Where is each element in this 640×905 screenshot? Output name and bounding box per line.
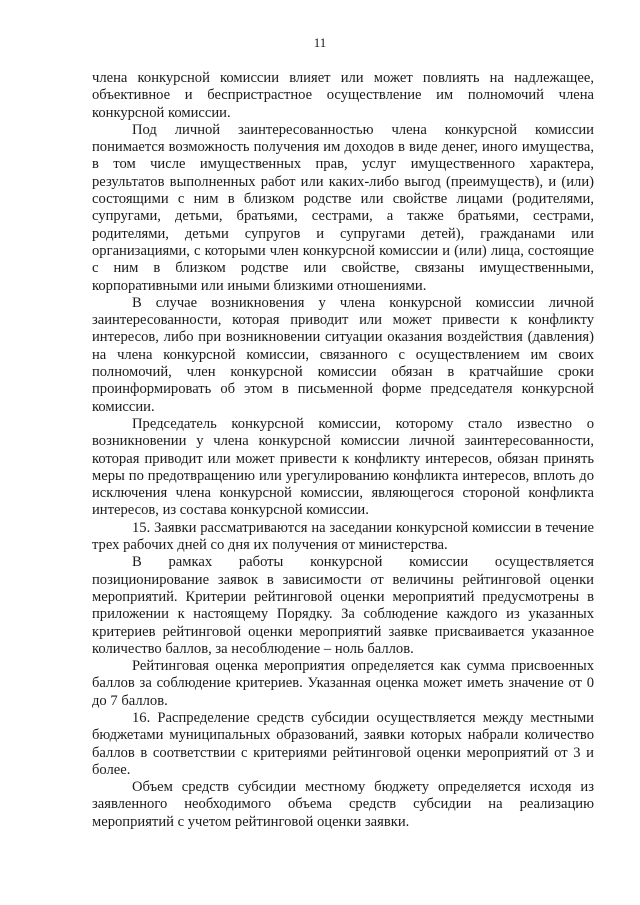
document-body bbox=[92, 70, 594, 831]
paragraph-personal-interest-definition: Под личной заинтересованностью члена конкурсной комиссии понимается возможность получения им доходов в виде денег, иного имущества, в том числе имущественных прав, услуг имущественного характера, результатов выполненных работ или каких-либо выгод (преимуществ), и (или) состоящими с ним в близком родстве или свойстве лицами (родителями, супругами, детьми, братьями, сестрами, а также братьями, сестрами, родителями, детьми супругов и супругами детей), гражданами или организациями, с которыми член конкурсной комиссии и (или) лица, состоящие с ним в близком родстве или свойстве, связаны имущественными, корпоративными или иными близкими отношениями. bbox=[92, 121, 594, 294]
paragraph-rating-score: Рейтинговая оценка мероприятия определяется как сумма присвоенных баллов за соблюдение критериев. Указанная оценка может иметь значение от 0 до 7 баллов. bbox=[92, 658, 594, 709]
page-number: 11 bbox=[313, 35, 327, 50]
paragraph-chairman-measures: Председатель конкурсной комиссии, которому стало известно о возникновении у члена конкурсной комиссии личной заинтересованности, которая приводит или может привести к конфликту интересов, обязан принять меры по предотвращению или урегулированию конфликта интересов, вплоть до исключения члена конкурсной комиссии, являющегося стороной конфликта интересов, из состава конкурсной комиссии. bbox=[92, 415, 594, 519]
paragraph-item-16: 16. Распределение средств субсидии осуществляется между местными бюджетами муниципальных образований, заявки которых набрали количество баллов в соответствии с критериями рейтинговой оценки мероприятий от 3 и более. bbox=[92, 709, 594, 778]
paragraph-item-15: 15. Заявки рассматриваются на заседании конкурсной комиссии в течение трех рабочих дней со дня их получения от министерства. bbox=[92, 519, 594, 554]
paragraph-subsidy-volume: Объем средств субсидии местному бюджету определяется исходя из заявленного необходимого объема средств субсидии на реализацию мероприятий с учетом рейтинговой оценки заявки. bbox=[92, 779, 594, 830]
paragraph-conflict-notification: В случае возникновения у члена конкурсной комиссии личной заинтересованности, которая приводит или может привести к конфликту интересов, либо при возникновении ситуации оказания воздействия (давления) на члена конкурсной комиссии, связанного с осуществлением им своих полномочий, член конкурсной комиссии обязан в кратчайшие сроки проинформировать об этом в письменной форме председателя конкурсной комиссии. bbox=[92, 294, 594, 415]
paragraph-continuation: члена конкурсной комиссии влияет или может повлиять на надлежащее, объективное и беспристрастное осуществление им полномочий члена конкурсной комиссии. bbox=[92, 70, 594, 121]
paragraph-rating-criteria: В рамках работы конкурсной комиссии осуществляется позиционирование заявок в зависимости от величины рейтинговой оценки мероприятий. Критерии рейтинговой оценки мероприятий предусмотрены в приложении к настоящему Порядку. За соблюдение каждого из указанных критериев рейтинговой оценки мероприятий заявке присваивается указанное количество баллов, за несоблюдение – ноль баллов. bbox=[92, 554, 594, 657]
